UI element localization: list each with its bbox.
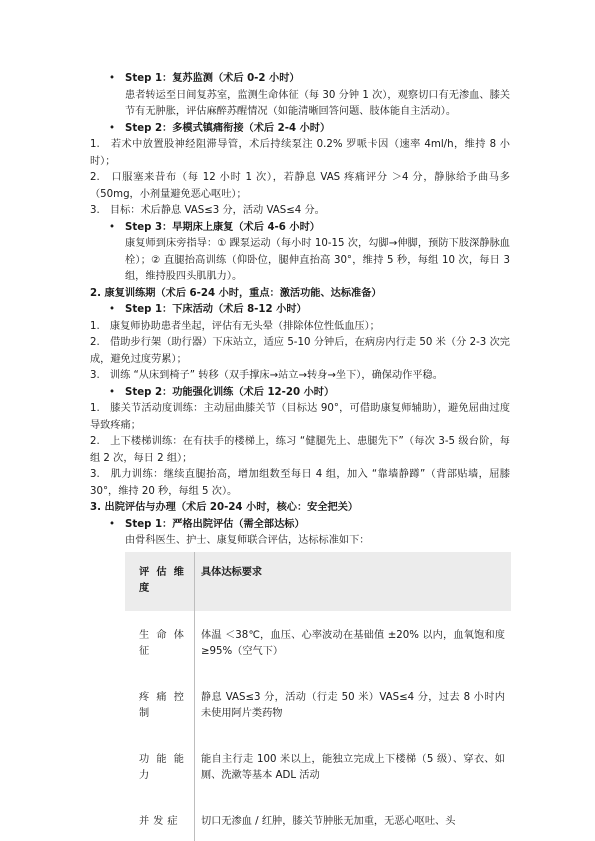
bullet-icon: • xyxy=(109,386,116,398)
numbered-item: 1. 若术中放置股神经阻滞导管，术后持续泵注 0.2% 罗哌卡因（速率 4ml/h，维持 8 小时）； xyxy=(90,139,510,167)
table-row xyxy=(125,673,511,735)
step-title: Step 2：功能强化训练（术后 12-20 小时） xyxy=(125,386,335,398)
bullet-icon: • xyxy=(109,221,116,233)
step-heading xyxy=(90,71,510,88)
table-header-row xyxy=(125,552,511,611)
table-row xyxy=(125,611,511,673)
step-title: Step 3：早期床上康复（术后 4-6 小时） xyxy=(125,221,320,233)
step-heading xyxy=(90,302,510,319)
numbered-item: 3. 肌力训练：继续直腿抬高，增加组数至每日 4 组，加入 “靠墙静蹲”（背部贴墙，屈膝 30°，维持 20 秒，每组 5 次）。 xyxy=(90,469,510,497)
step-title: Step 1：下床活动（术后 8-12 小时） xyxy=(125,304,307,315)
table-row xyxy=(125,735,511,797)
table-cell: 并发症 xyxy=(139,815,182,827)
table-cell: 能自主行走 100 米以上，能独立完成上下楼梯（5 级）、穿衣、如厕、洗漱等基本 ADL 活动 xyxy=(195,735,512,797)
step-body: 康复师到床旁指导：① 踝泵运动（每小时 10-15 次，勾脚→伸脚，预防下肢深静脉血栓）；② 直腿抬高训练（仰卧位，腿伸直抬高 30°，维持 5 秒，每组 10 次，每日 3 组，维持股四头肌肌力）。 xyxy=(125,238,510,282)
bullet-icon: • xyxy=(109,122,116,134)
step-body: 患者转运至日间复苏室，监测生命体征（每 30 分钟 1 次），观察切口有无渗血、膝关节有无肿胀，评估麻醉苏醒情况（如能清晰回答问题、肢体能自主活动）。 xyxy=(125,89,510,117)
numbered-item: 1. 康复师协助患者坐起，评估有无头晕（排除体位性低血压）； xyxy=(90,320,380,332)
bullet-icon: • xyxy=(109,304,116,315)
step-body: 由骨科医生、护士、康复师联合评估，达标标准如下： xyxy=(125,535,370,546)
step-heading xyxy=(90,220,510,237)
step-heading xyxy=(90,385,510,402)
bullet-icon: • xyxy=(109,518,116,530)
numbered-item: 3. 目标：术后静息 VAS≤3 分，活动 VAS≤4 分。 xyxy=(90,205,325,216)
numbered-item: 2. 上下楼梯训练：在有扶手的楼梯上，练习 “健腿先上、患腿先下”（每次 3-5 级台阶，每组 2 次，每日 2 组）； xyxy=(90,436,510,464)
table-row xyxy=(125,797,511,841)
step-title: Step 2：多模式镇痛衔接（术后 2-4 小时） xyxy=(125,122,331,134)
document-content xyxy=(90,71,510,841)
bullet-icon: • xyxy=(109,73,116,84)
step-heading xyxy=(90,121,510,138)
table-cell: 体温 ＜38℃，血压、心率波动在基础值 ±20% 以内，血氧饱和度≥95%（空气下） xyxy=(195,611,512,673)
table-header-cell: 评估维度 xyxy=(125,552,195,611)
section-heading: 2. 康复训练期（术后 6-24 小时，重点：激活功能、达标准备） xyxy=(90,287,382,299)
step-title: Step 1：严格出院评估（需全部达标） xyxy=(125,518,305,530)
numbered-item: 1. 膝关节活动度训练：主动屈曲膝关节（目标达 90°，可借助康复师辅助），避免屈曲过度导致疼痛； xyxy=(90,403,510,431)
step-title: Step 1：复苏监测（术后 0-2 小时） xyxy=(125,73,300,84)
table-cell: 功能能力 xyxy=(139,753,188,781)
step-heading xyxy=(90,517,510,534)
table-cell: 生命体征 xyxy=(139,629,188,657)
table-cell: 静息 VAS≤3 分，活动（行走 50 米）VAS≤4 分，过去 8 小时内未使用阿片类药物 xyxy=(195,673,512,735)
numbered-item: 2. 借助步行架（助行器）下床站立，适应 5-10 分钟后，在病房内行走 50 米（分 2-3 次完成，避免过度劳累）； xyxy=(90,337,510,365)
table-header-cell: 具体达标要求 xyxy=(195,552,512,611)
numbered-item: 3. 训练 “从床到椅子” 转移（双手撑床→站立→转身→坐下），确保动作平稳。 xyxy=(90,370,443,381)
criteria-table xyxy=(125,552,511,841)
table-cell: 疼痛控制 xyxy=(139,691,188,719)
table-cell: 切口无渗血 / 红肿，膝关节肿胀无加重，无恶心呕吐、头 xyxy=(195,797,512,841)
numbered-item: 2. 口服塞来昔布（每 12 小时 1 次），若静息 VAS 疼痛评分 ＞4 分，静脉给予曲马多（50mg，小剂量避免恶心呕吐）； xyxy=(90,172,510,200)
section-heading: 3. 出院评估与办理（术后 20-24 小时，核心：安全把关） xyxy=(90,502,359,513)
